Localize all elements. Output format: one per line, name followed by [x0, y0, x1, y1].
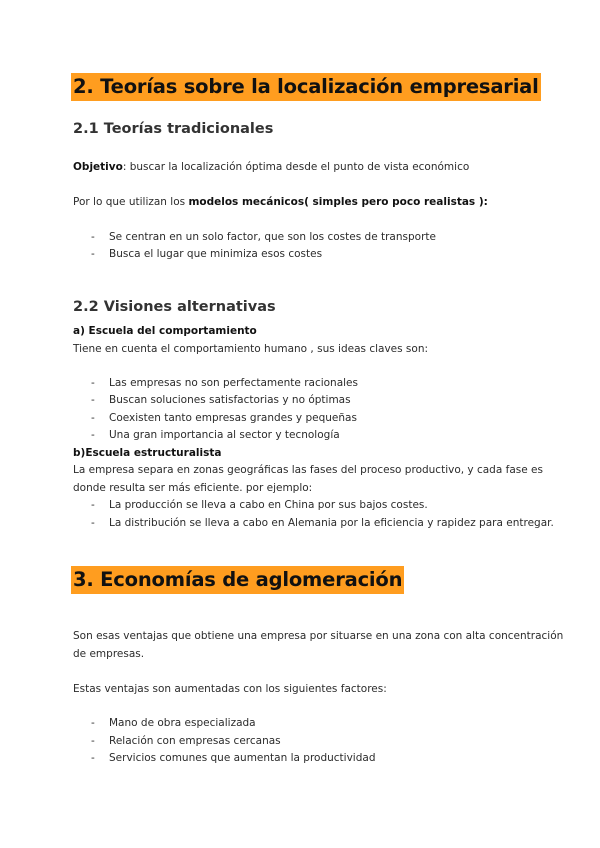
modelos-intro-text: Por lo que utilizan los: [73, 196, 189, 208]
list-item: La distribución se lleva a cabo en Alemania por la eficiencia y rapidez para entregar.: [109, 517, 554, 529]
bullet-dash: -: [91, 412, 95, 424]
list-item: Buscan soluciones satisfactorias y no óptimas: [109, 394, 351, 406]
section2-heading: 2. Teorías sobre la localización empresarial: [71, 73, 541, 101]
escuela-estructuralista-heading: b)Escuela estructuralista: [73, 447, 222, 459]
list-item: Las empresas no son perfectamente racionales: [109, 377, 358, 389]
list-item: Una gran importancia al sector y tecnología: [109, 429, 340, 441]
bullet-dash: -: [91, 752, 95, 764]
modelos-bold-text: modelos mecánicos( simples pero poco realistas ):: [188, 196, 488, 208]
list-item: Busca el lugar que minimiza esos costes: [109, 248, 323, 260]
subsection-2-1-heading: 2.1 Teorías tradicionales: [73, 121, 274, 137]
list-item: Servicios comunes que aumentan la productividad: [109, 752, 376, 764]
objetivo-paragraph: [73, 161, 469, 173]
objetivo-text: : buscar la localización óptima desde el punto de vista económico: [122, 161, 470, 173]
list-item: Relación con empresas cercanas: [109, 735, 281, 747]
subsection-2-2-heading: 2.2 Visiones alternativas: [73, 299, 276, 315]
bullet-dash: -: [91, 517, 95, 529]
list-item: La producción se lleva a cabo en China por sus bajos costes.: [109, 499, 428, 511]
bullet-dash: -: [91, 735, 95, 747]
bullet-dash: -: [91, 231, 95, 243]
factores-intro: Estas ventajas son aumentadas con los siguientes factores:: [73, 683, 387, 695]
escuela-comportamiento-heading: a) Escuela del comportamiento: [73, 325, 257, 337]
bullet-dash: -: [91, 377, 95, 389]
bullet-dash: -: [91, 248, 95, 260]
comportamiento-intro: Tiene en cuenta el comportamiento humano , sus ideas claves son:: [73, 343, 429, 355]
objetivo-label: Objetivo: [73, 161, 123, 173]
estructuralista-paragraph-line-1: La empresa separa en zonas geográficas las fases del proceso productivo, y cada fase es: [73, 464, 543, 476]
list-item: Se centran en un solo factor, que son los costes de transporte: [109, 231, 436, 243]
estructuralista-paragraph-line-2: donde resulta ser más eficiente. por ejemplo:: [73, 482, 313, 494]
section3-heading: 3. Economías de aglomeración: [71, 566, 404, 594]
bullet-dash: -: [91, 429, 95, 441]
bullet-dash: -: [91, 717, 95, 729]
aglomeracion-paragraph-line-2: de empresas.: [73, 648, 145, 660]
bullet-dash: -: [91, 394, 95, 406]
bullet-dash: -: [91, 499, 95, 511]
aglomeracion-paragraph-line-1: Son esas ventajas que obtiene una empresa por situarse en una zona con alta concentración: [73, 630, 564, 642]
list-item: Coexisten tanto empresas grandes y pequeñas: [109, 412, 357, 424]
list-item: Mano de obra especializada: [109, 717, 256, 729]
modelos-paragraph: [73, 196, 488, 208]
